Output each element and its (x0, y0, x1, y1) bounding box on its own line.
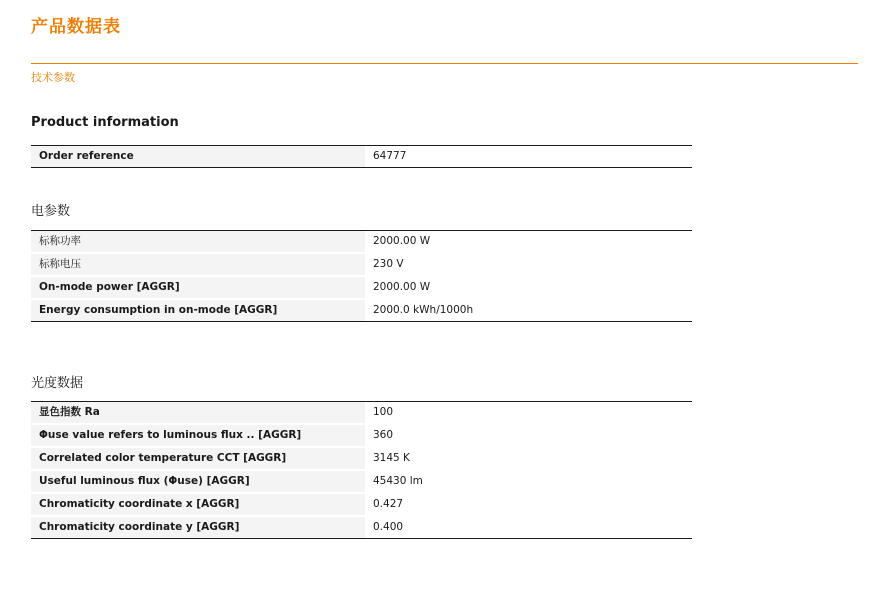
spec-value: 100 (365, 402, 692, 423)
table-row (31, 231, 692, 254)
spec-value: 0.427 (365, 494, 692, 515)
spec-label: Correlated color temperature CCT [AGGR] (31, 448, 365, 469)
page-title: 产品数据表 (31, 17, 121, 37)
spec-label: Energy consumption in on-mode [AGGR] (31, 300, 365, 321)
product-information-table (31, 145, 692, 168)
spec-value: 230 V (365, 254, 692, 275)
spec-label: Order reference (31, 146, 365, 167)
spec-label: 显色指数 Ra (31, 402, 365, 423)
spec-label: On-mode power [AGGR] (31, 277, 365, 298)
table-row (31, 300, 692, 321)
spec-value: 3145 K (365, 448, 692, 469)
spec-label: Chromaticity coordinate y [AGGR] (31, 517, 365, 538)
spec-value: 64777 (365, 146, 692, 167)
table-row (31, 517, 692, 538)
spec-value: 2000.00 W (365, 277, 692, 298)
table-row (31, 277, 692, 300)
photometric-heading: 光度数据 (31, 376, 84, 391)
spec-label: 标称电压 (31, 254, 365, 275)
spec-label: 标称功率 (31, 231, 365, 252)
spec-value: 0.400 (365, 517, 692, 538)
spec-label: Chromaticity coordinate x [AGGR] (31, 494, 365, 515)
table-row (31, 494, 692, 517)
product-information-heading: Product information (31, 115, 179, 130)
spec-value: 45430 lm (365, 471, 692, 492)
spec-value: 2000.0 kWh/1000h (365, 300, 692, 321)
spec-label: Useful luminous flux (Φuse) [AGGR] (31, 471, 365, 492)
spec-label: Φuse value refers to luminous flux .. [AGGR] (31, 425, 365, 446)
table-row (31, 146, 692, 167)
spec-value: 2000.00 W (365, 231, 692, 252)
table-row (31, 425, 692, 448)
table-row (31, 254, 692, 277)
table-row (31, 448, 692, 471)
table-row (31, 471, 692, 494)
photometric-table (31, 401, 692, 539)
electrical-heading: 电参数 (31, 204, 71, 219)
spec-value: 360 (365, 425, 692, 446)
table-row (31, 402, 692, 425)
title-divider (31, 63, 858, 64)
section-tag: 技术参数 (31, 71, 75, 84)
electrical-table (31, 230, 692, 322)
